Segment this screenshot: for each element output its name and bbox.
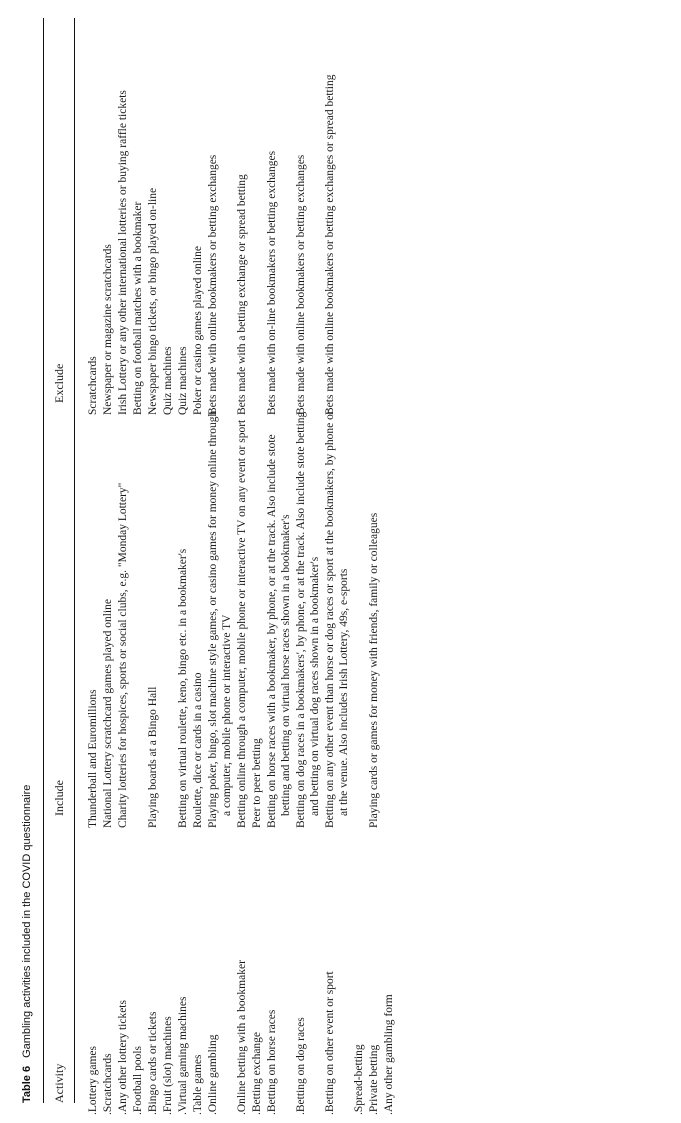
activity-cell: .Bingo cards or tickets	[147, 1011, 159, 1115]
table-row	[101, 18, 116, 1103]
exclude-cell: Bets made with online bookmakers or betting exchanges	[295, 154, 307, 415]
exclude-cell	[352, 18, 367, 403]
activity-cell: .Private betting	[368, 1044, 380, 1115]
table-row	[206, 18, 235, 1103]
include-cell: Betting online through a computer, mobile phone or interactive TV on any event or sport	[236, 419, 248, 828]
include-cell: Thunderball and Euromillions	[87, 689, 99, 828]
table-row	[367, 18, 382, 1103]
activity-cell: .Betting exchange	[251, 1031, 263, 1115]
include-cell	[131, 403, 146, 816]
include-cell: Betting on any other event than horse or dog races or sport at the bookmakers, by phone or at the venue. Also includes Irish Lottery, 49s, e-sports	[324, 410, 350, 828]
activity-cell: .Virtual gaming machines	[177, 996, 189, 1115]
activity-cell: .Table games	[192, 1054, 204, 1115]
column-header-include: Include	[52, 780, 66, 816]
table-row	[161, 18, 176, 1103]
include-cell: National Lottery scratchcard games played online	[102, 599, 114, 828]
include-cell: Betting on dog races in a bookmakers', by phone, or at the track. Also include stote betting and betting on virtual dog races shown in a bookmaker's	[295, 411, 321, 828]
table-caption	[21, 23, 33, 1103]
table-row	[294, 18, 323, 1103]
table-row	[86, 18, 101, 1103]
table-row	[116, 18, 131, 1103]
include-cell: Betting on horse races with a bookmaker, by phone, or at the track. Also include stote betting and betting on virtual horse races shown in a bookmaker's	[266, 434, 292, 828]
exclude-cell: Irish Lottery or any other international lotteries or buying raffle tickets	[117, 90, 129, 415]
activity-cell: .Betting on horse races	[266, 1009, 278, 1115]
activity-cell: .Online betting with a bookmaker	[236, 960, 248, 1115]
include-cell	[382, 403, 397, 816]
activity-cell: .Betting on other event or sport	[324, 971, 336, 1115]
table-row	[176, 18, 191, 1103]
activity-cell: .Online gambling	[207, 1034, 219, 1115]
column-header-activity: Activity	[52, 1063, 66, 1103]
exclude-cell: Quiz machines	[177, 346, 189, 415]
activity-cell: .Lottery games	[87, 1046, 99, 1115]
table-row	[323, 18, 352, 1103]
activity-cell: .Scratchcards	[102, 1053, 114, 1115]
column-header-exclude: Exclude	[52, 363, 66, 403]
exclude-cell	[382, 18, 397, 403]
gambling-activities-table	[86, 18, 397, 1115]
activity-cell: .Spread-betting	[353, 1044, 365, 1115]
table-row	[382, 18, 397, 1103]
exclude-cell: Bets made with a betting exchange or spread betting	[236, 174, 248, 415]
exclude-cell: Newspaper bingo tickets, or bingo played on-line	[147, 187, 159, 415]
exclude-cell: Scratchcards	[87, 356, 99, 415]
table-row	[146, 18, 161, 1103]
exclude-cell: Bets made with online bookmakers or betting exchanges or spread betting	[324, 74, 336, 415]
table-caption-text: Gambling activities included in the COVID questionnaire	[21, 784, 33, 1058]
table-row	[352, 18, 367, 1103]
activity-cell: .Fruit (slot) machines	[162, 1016, 174, 1115]
include-cell	[352, 403, 367, 816]
include-cell	[161, 403, 176, 816]
table-row	[191, 18, 206, 1103]
table-row	[131, 18, 146, 1103]
exclude-cell: Quiz machines	[162, 346, 174, 415]
table-row	[235, 18, 250, 1103]
exclude-cell: Bets made with online bookmakers or betting exchanges	[207, 154, 219, 415]
activity-cell: .Any other gambling form	[383, 994, 395, 1115]
include-cell: Playing poker, bingo, slot machine style games, or casino games for money online through a computer, mobile phone or interactive TV	[207, 410, 233, 828]
exclude-cell	[367, 18, 382, 403]
include-cell: Playing cards or games for money with friends, family or colleagues	[368, 512, 380, 828]
activity-cell: .Betting on dog races	[295, 1017, 307, 1115]
include-cell: Playing boards at a Bingo Hall	[147, 686, 159, 828]
table-body	[86, 18, 397, 1115]
table-row	[265, 18, 294, 1103]
exclude-cell: Poker or casino games played online	[192, 246, 204, 415]
table-row	[250, 18, 265, 1103]
include-cell: Charity lotteries for hospices, sports or social clubs, e.g. "Monday Lottery"	[117, 482, 129, 828]
activity-cell: .Football pools	[132, 1045, 144, 1115]
table-caption-label: Table 6	[21, 1065, 33, 1103]
exclude-cell	[250, 18, 265, 403]
exclude-cell: Newspaper or magazine scratchcards	[102, 244, 114, 415]
activity-cell: .Any other lottery tickets	[117, 1000, 129, 1115]
exclude-cell: Bets made with on-line bookmakers or betting exchanges	[266, 150, 278, 415]
exclude-cell: Betting on football matches with a bookmaker	[132, 201, 144, 415]
include-cell: Roulette, dice or cards in a casino	[192, 672, 204, 828]
include-cell: Betting on virtual roulette, keno, bingo etc. in a bookmaker's	[177, 548, 189, 828]
include-cell: Peer to peer betting	[251, 738, 263, 828]
header-top-rule	[43, 18, 44, 1103]
header-bottom-rule	[74, 18, 75, 1103]
